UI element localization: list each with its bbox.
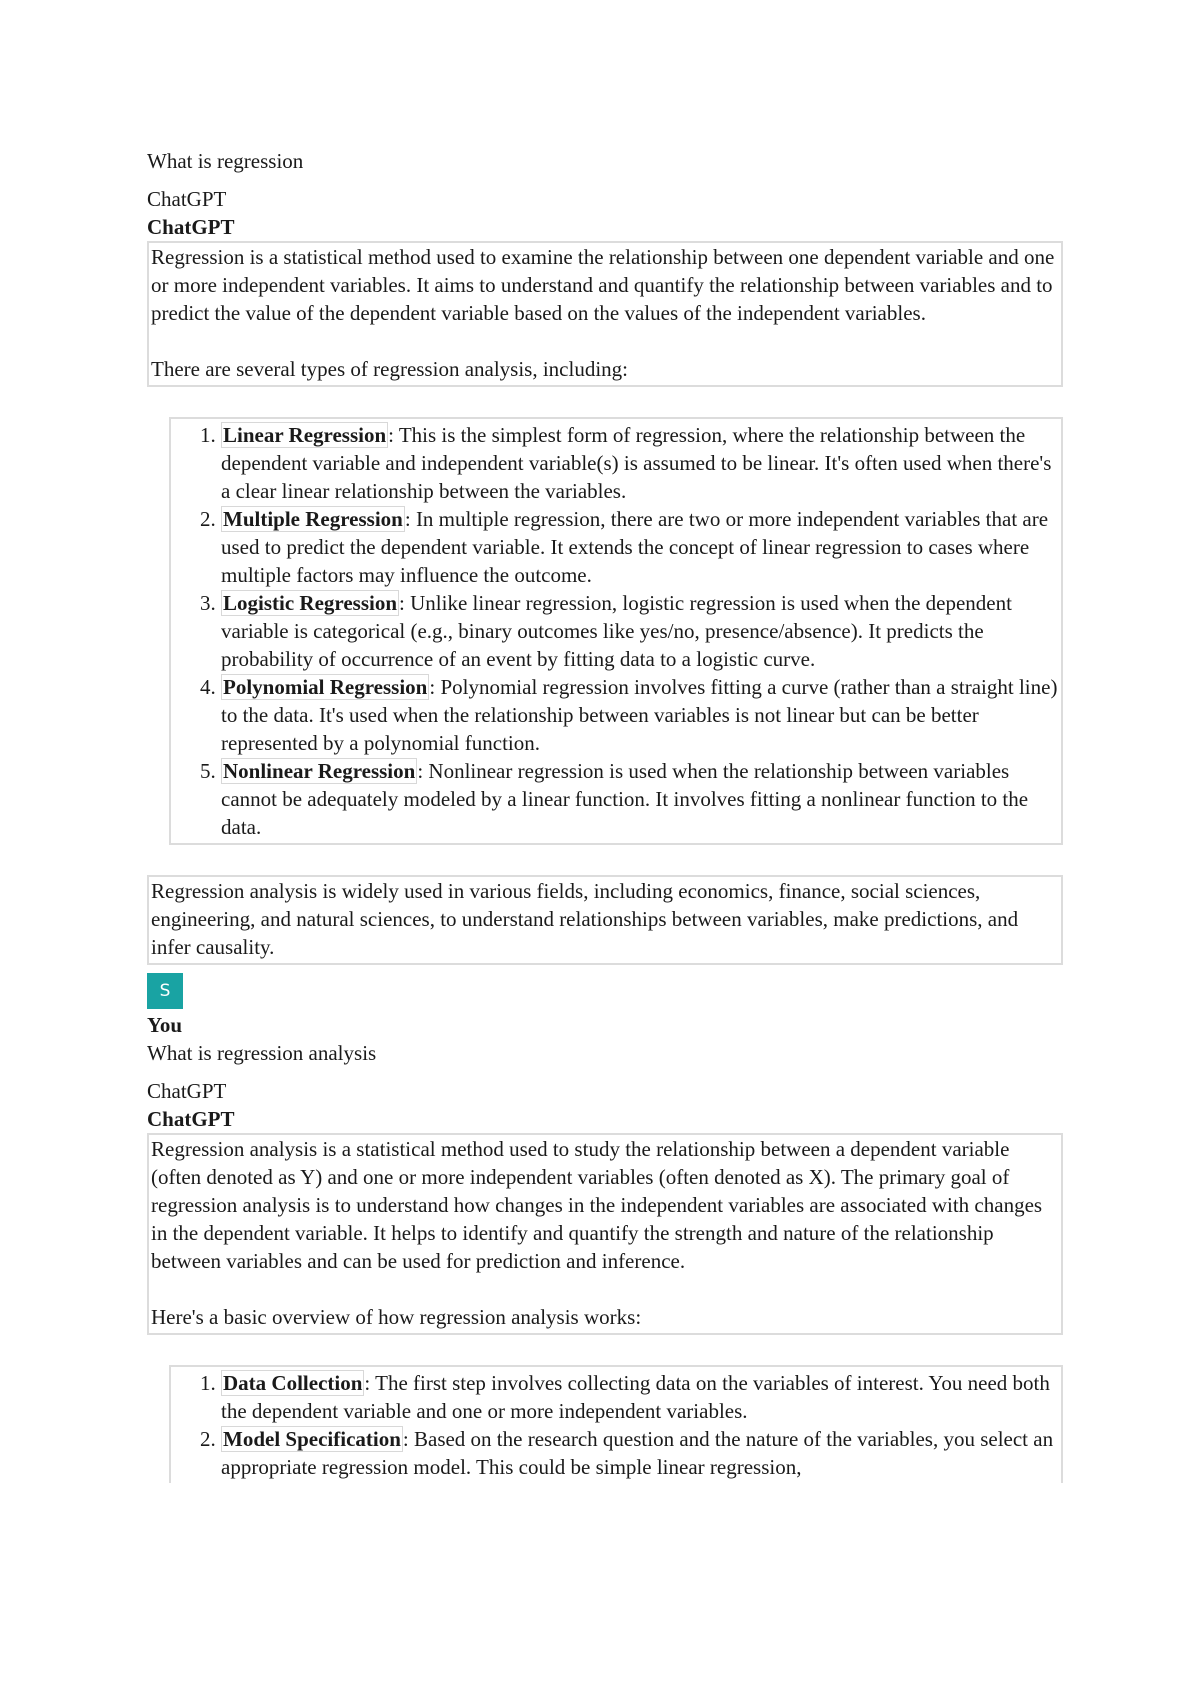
list-item-term: Model Specification [223,1427,401,1451]
answer-intro-box [147,1133,1063,1335]
list-item-term: Nonlinear Regression [223,759,416,783]
list-item [221,673,1059,757]
list-item [221,757,1059,841]
list-item-text: : This is the simplest form of regression, where the relationship between the dependent variable and independent variable(s) is assumed to be linear. It's often used when there's a clear linear relationship between the variables. [221,423,1052,503]
list-item-term: Linear Regression [223,423,387,447]
answer-closing-box [147,875,1063,965]
list-item-text: : The first step involves collecting data on the variables of interest. You need both the dependent variable and one or more independent variables. [221,1371,1050,1423]
list-item [221,505,1059,589]
list-item-text: : Unlike linear regression, logistic regression is used when the dependent variable is categorical (e.g., binary outcomes like yes/no, presence/absence). It predicts the probability of occurrence of an event by fitting data to a logistic curve. [221,591,1012,671]
user-label: You [147,1013,183,1037]
list-item [221,421,1059,505]
list-item-text: : Nonlinear regression is used when the relationship between variables cannot be adequately modeled by a linear function. It involves fitting a nonlinear function to the data. [221,759,1029,839]
list-item [221,1425,1059,1481]
list-item-text: : Based on the research question and the nature of the variables, you select an appropriate regression model. This could be simple linear regression, [221,1427,1054,1479]
list-item-term: Polynomial Regression [223,675,428,699]
regression-steps-list [169,1365,1063,1483]
list-item-text: : In multiple regression, there are two or more independent variables that are used to predict the dependent variable. It extends the concept of linear regression to cases where multiple factors may influence the outcome. [221,507,1049,587]
answer-paragraph: Regression is a statistical method used to examine the relationship between one dependent variable and one or more independent variables. It aims to understand and quantify the relationship between variables and to predict the value of the dependent variable based on the values of the independent variables. [151,245,1055,325]
avatar-letter: S [159,981,171,1001]
list-item-term: Logistic Regression [223,591,398,615]
answer-paragraph: Regression analysis is a statistical method used to study the relationship between a dependent variable (often denoted as Y) and one or more independent variables (often denoted as X). The primary goal of regression analysis is to understand how changes in the independent variables are associated with changes in the dependent variable. It helps to identify and quantify the strength and nature of the relationship between variables and can be used for prediction and inference. [151,1137,1043,1273]
answer-paragraph: Regression analysis is widely used in various fields, including economics, finance, social sciences, engineering, and natural sciences, to understand relationships between variables, make predictions, and infer causality. [151,879,1019,959]
list-item-term: Multiple Regression [223,507,403,531]
regression-types-list [169,417,1063,845]
list-item-text: : Polynomial regression involves fitting a curve (rather than a straight line) to the data. It's used when the relationship between variables is not linear but can be better represented by a polynomial function. [221,675,1058,755]
user-avatar [147,973,183,1009]
user-prompt: What is regression [147,149,304,173]
assistant-heading: ChatGPT [147,1107,235,1131]
list-item [221,589,1059,673]
user-prompt: What is regression analysis [147,1041,377,1065]
assistant-label: ChatGPT [147,187,227,211]
assistant-label: ChatGPT [147,1079,227,1103]
answer-paragraph: There are several types of regression analysis, including: [151,357,629,381]
answer-intro-box [147,241,1063,387]
list-item [221,1369,1059,1425]
conversation [147,147,1063,1483]
list-item-term: Data Collection [223,1371,363,1395]
assistant-heading: ChatGPT [147,215,235,239]
answer-paragraph: Here's a basic overview of how regression analysis works: [151,1305,642,1329]
